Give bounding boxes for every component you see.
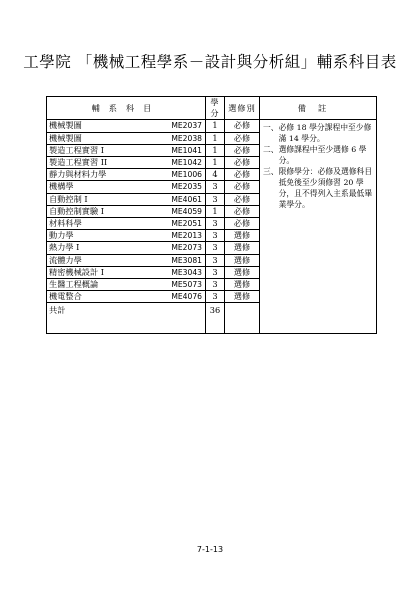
course-type: 必修 [225, 169, 260, 181]
note-text: 限修學分：必修及選修科目抵免後至少須修習 20 學分，且不得列入主系最低畢業學分。 [278, 167, 373, 210]
page-title: 工學院 「機械工程學系－設計與分析組」輔系科目表 [23, 53, 397, 71]
course-cell [47, 242, 206, 254]
course-name: 動力學 [49, 230, 74, 241]
course-credits: 3 [206, 181, 225, 193]
note-text: 必修 18 學分課程中至少修滿 14 學分。 [278, 123, 372, 144]
course-name: 流體力學 [49, 254, 82, 265]
course-credits: 1 [206, 205, 225, 217]
course-name: 精密機械設計 I [49, 266, 104, 277]
course-name: 材料科學 [49, 218, 82, 229]
course-code: ME2037 [171, 121, 202, 131]
course-name: 靜力與材料力學 [49, 169, 107, 180]
course-credits: 3 [206, 230, 225, 242]
course-cell [47, 218, 206, 230]
course-type: 必修 [225, 205, 260, 217]
course-credits: 3 [206, 193, 225, 205]
course-code: ME2013 [171, 231, 202, 241]
header-category: 選修別 [225, 97, 260, 120]
course-credits: 1 [206, 120, 225, 132]
notes-cell [260, 120, 377, 334]
course-name: 製造工程實習 I [49, 144, 104, 155]
course-type: 必修 [225, 157, 260, 169]
course-type: 必修 [225, 120, 260, 132]
course-code: ME4076 [171, 292, 202, 302]
course-code: ME1041 [171, 145, 202, 155]
note-text: 選修課程中至少選修 6 學分。 [278, 145, 367, 166]
course-name: 自動控制 I [49, 193, 88, 204]
course-code: ME5073 [171, 280, 202, 290]
course-credits: 3 [206, 266, 225, 278]
course-cell [47, 291, 206, 303]
course-type: 選修 [225, 230, 260, 242]
course-code: ME2073 [171, 243, 202, 253]
course-cell [47, 157, 206, 169]
course-type: 選修 [225, 242, 260, 254]
course-type: 選修 [225, 266, 260, 278]
total-label: 共計 [47, 303, 206, 334]
course-cell [47, 181, 206, 193]
course-cell [47, 254, 206, 266]
course-cell [47, 169, 206, 181]
course-type: 選修 [225, 279, 260, 291]
minor-course-table [46, 96, 377, 334]
course-credits: 4 [206, 169, 225, 181]
course-cell [47, 132, 206, 144]
course-credits: 3 [206, 291, 225, 303]
course-cell [47, 230, 206, 242]
course-code: ME3081 [171, 255, 202, 265]
page-number: 7-1-13 [196, 545, 224, 554]
note-item [263, 122, 374, 144]
course-type: 必修 [225, 193, 260, 205]
course-name: 自動控制實驗 I [49, 205, 104, 216]
note-number: 三、 [263, 167, 279, 177]
course-credits: 1 [206, 132, 225, 144]
header-subject: 輔系科目 [47, 97, 206, 120]
note-item [263, 144, 374, 166]
table-body [47, 120, 377, 334]
course-type: 必修 [225, 132, 260, 144]
course-code: ME2035 [171, 182, 202, 192]
course-name: 機電整合 [49, 291, 82, 302]
course-code: ME1042 [171, 158, 202, 168]
course-code: ME4059 [171, 206, 202, 216]
course-name: 生醫工程概論 [49, 279, 99, 290]
table-header-row [47, 97, 377, 120]
course-cell [47, 279, 206, 291]
total-type-empty [225, 303, 260, 334]
course-cell [47, 205, 206, 217]
course-code: ME2038 [171, 133, 202, 143]
note-number: 二、 [263, 145, 279, 155]
note-item [263, 166, 374, 210]
course-credits: 3 [206, 254, 225, 266]
total-credits: 36 [206, 303, 225, 334]
course-code: ME2051 [171, 219, 202, 229]
course-code: ME1006 [171, 170, 202, 180]
course-code: ME4061 [171, 194, 202, 204]
course-type: 必修 [225, 181, 260, 193]
course-type: 選修 [225, 254, 260, 266]
header-credits: 學分 [206, 97, 225, 120]
course-credits: 3 [206, 218, 225, 230]
course-cell [47, 193, 206, 205]
header-notes: 備註 [260, 97, 377, 120]
course-name: 機械製圖 [49, 120, 82, 131]
course-name: 機械製圖 [49, 132, 82, 143]
course-type: 選修 [225, 291, 260, 303]
course-credits: 1 [206, 157, 225, 169]
course-cell [47, 266, 206, 278]
table-row [47, 120, 377, 132]
course-type: 必修 [225, 144, 260, 156]
note-number: 一、 [263, 123, 279, 133]
course-code: ME3043 [171, 267, 202, 277]
course-type: 必修 [225, 218, 260, 230]
course-cell [47, 144, 206, 156]
course-name: 製造工程實習 II [49, 157, 108, 168]
course-credits: 1 [206, 144, 225, 156]
course-name: 熱力學 I [49, 242, 80, 253]
course-cell [47, 120, 206, 132]
course-credits: 3 [206, 242, 225, 254]
course-name: 機構學 [49, 181, 74, 192]
course-credits: 3 [206, 279, 225, 291]
